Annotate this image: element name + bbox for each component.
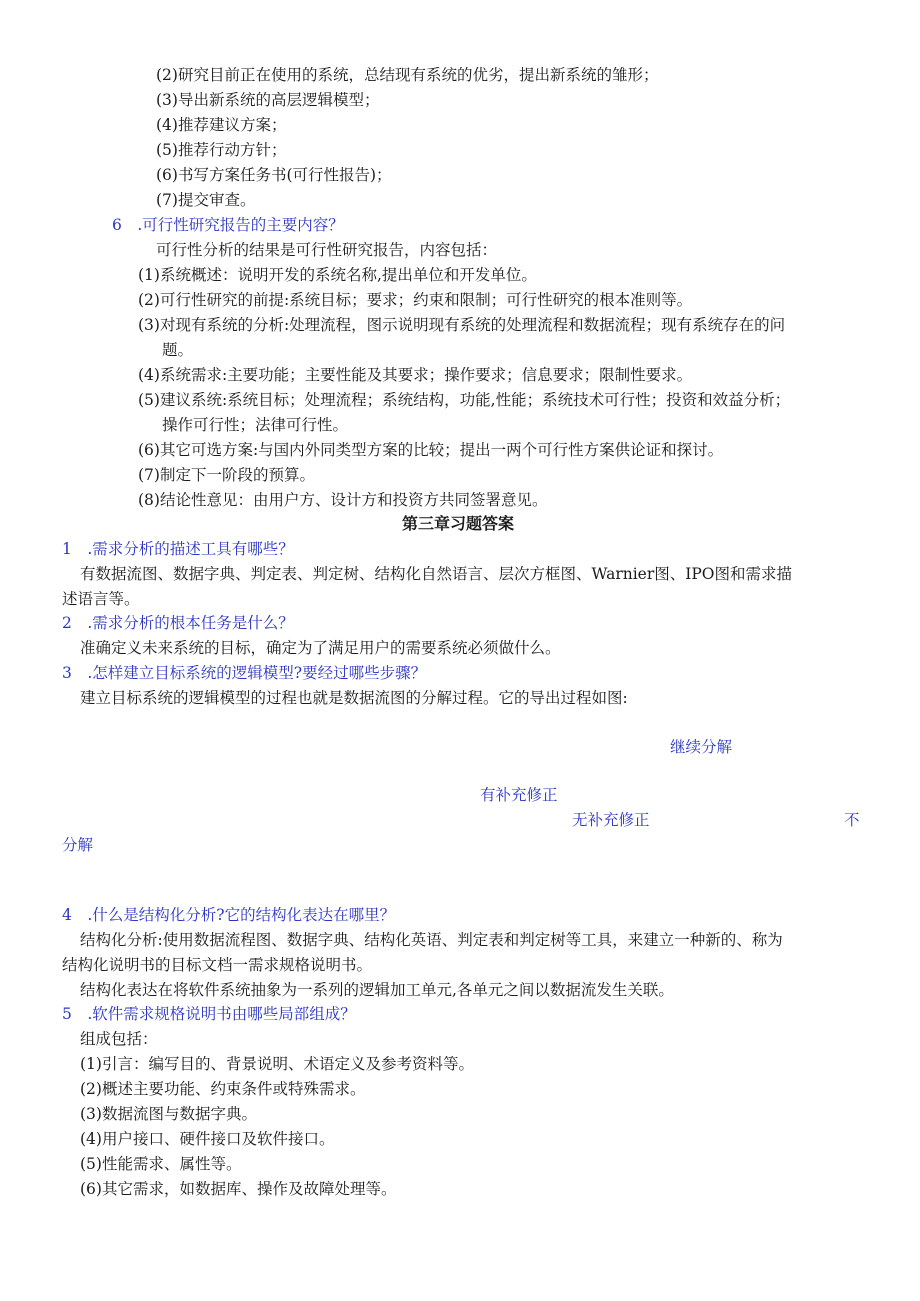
list-item: (7)提交审查。	[156, 191, 256, 209]
question-heading: 6 .可行性研究报告的主要内容？	[112, 216, 344, 234]
diagram-label-continue: 继续分解	[670, 738, 733, 756]
list-item: (5)推荐行动方针；	[156, 141, 287, 159]
question-heading: 5 .软件需求规格说明书由哪些局部组成？	[62, 1005, 356, 1023]
list-item: (2)概述主要功能、约束条件或特殊需求。	[80, 1080, 366, 1098]
list-item: (3)数据流图与数据字典。	[80, 1105, 257, 1123]
list-item: (6)其它需求，如数据库、操作及故障处理等。	[80, 1180, 397, 1198]
list-item: (3)对现有系统的分析:处理流程，图示说明现有系统的处理流程和数据流程；现有系统存在的问	[138, 316, 786, 334]
list-item: (7)制定下一阶段的预算。	[138, 466, 315, 484]
paragraph: 建立目标系统的逻辑模型的过程也就是数据流图的分解过程。它的导出过程如图:	[80, 689, 628, 707]
question-heading: 4 .什么是结构化分析?它的结构化表达在哪里？	[62, 906, 396, 924]
paragraph: 述语言等。	[62, 590, 140, 608]
list-item-continuation: 题。	[162, 341, 194, 359]
question-heading: 2 .需求分析的根本任务是什么？	[62, 614, 294, 632]
question-heading: 1 .需求分析的描述工具有哪些？	[62, 540, 294, 558]
list-item: (4)系统需求:主要功能；主要性能及其要求；操作要求；信息要求；限制性要求。	[138, 366, 693, 384]
list-item: (6)书写方案任务书(可行性报告)；	[156, 166, 392, 184]
list-item: (4)用户接口、硬件接口及软件接口。	[80, 1130, 335, 1148]
list-item: (1)引言：编写目的、背景说明、术语定义及参考资料等。	[80, 1055, 474, 1073]
paragraph: 准确定义未来系统的目标，确定为了满足用户的需要系统必须做什么。	[80, 639, 561, 657]
list-item: (4)推荐建议方案；	[156, 116, 287, 134]
diagram-label-decompose: 分解	[62, 836, 94, 854]
list-item: (3)导出新系统的高层逻辑模型；	[156, 91, 380, 109]
list-item: (5)性能需求、属性等。	[80, 1155, 242, 1173]
list-item: (5)建议系统:系统目标；处理流程；系统结构，功能,性能；系统技术可行性；投资和效益分析；	[138, 391, 791, 409]
list-item: (2)研究目前正在使用的系统，总结现有系统的优劣，提出新系统的雏形；	[156, 66, 659, 84]
list-item: (1)系统概述：说明开发的系统名称,提出单位和开发单位。	[138, 266, 537, 284]
paragraph: 结构化表达在将软件系统抽象为一系列的逻辑加工单元,各单元之间以数据流发生关联。	[80, 981, 674, 999]
diagram-label-not: 不	[844, 811, 860, 829]
list-item: (8)结论性意见：由用户方、设计方和投资方共同签署意见。	[138, 491, 548, 509]
paragraph: 结构化分析:使用数据流程图、数据字典、结构化英语、判定表和判定树等工具，来建立一种新的、称为	[80, 931, 783, 949]
list-item: (6)其它可选方案:与国内外同类型方案的比较；提出一两个可行性方案供论证和探讨。	[138, 441, 724, 459]
paragraph: 可行性分析的结果是可行性研究报告，内容包括：	[156, 241, 498, 259]
list-item: (2)可行性研究的前提:系统目标；要求；约束和限制；可行性研究的根本准则等。	[138, 291, 693, 309]
chapter-title: 第三章习题答案	[402, 514, 515, 533]
list-item-continuation: 操作可行性；法律可行性。	[162, 416, 349, 434]
paragraph: 结构化说明书的目标文档一需求规格说明书。	[62, 956, 373, 974]
question-heading: 3 .怎样建立目标系统的逻辑模型?要经过哪些步骤？	[62, 664, 427, 682]
paragraph: 组成包括：	[80, 1030, 158, 1048]
paragraph: 有数据流图、数据字典、判定表、判定树、结构化自然语言、层次方框图、Warnier图、IPO图和需求描	[80, 565, 793, 583]
diagram-label-without-correction: 无补充修正	[572, 811, 650, 829]
diagram-label-with-correction: 有补充修正	[480, 786, 558, 804]
